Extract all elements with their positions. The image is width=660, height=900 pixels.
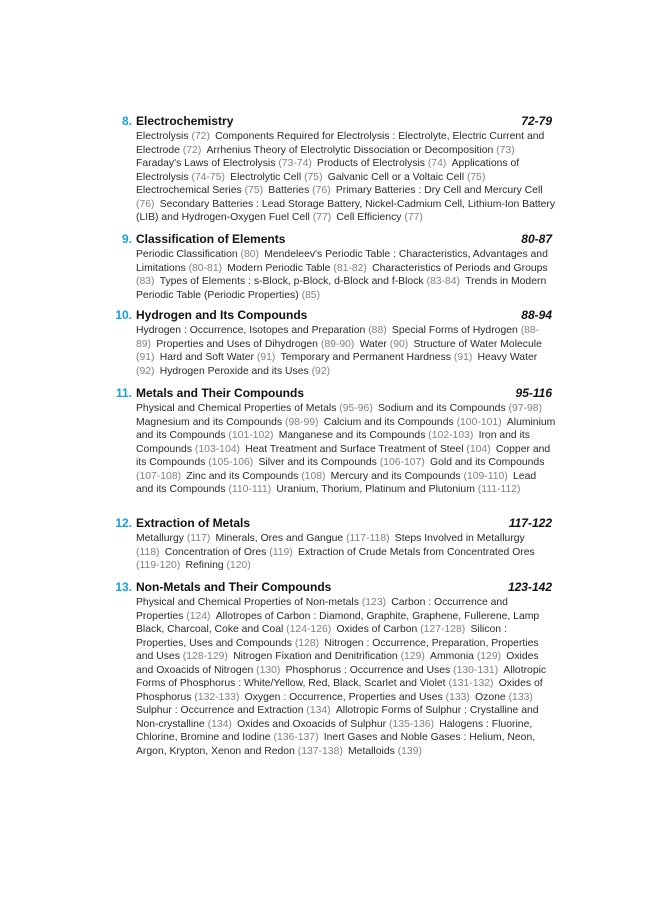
- topic-label: Nitrogen : Occurrence, Preparation, Properties and Uses: [136, 637, 539, 662]
- topic-label: Copper and its Compounds: [136, 443, 551, 468]
- topic-page-ref: (74): [427, 158, 447, 169]
- chapter-number: 10.: [115, 308, 132, 322]
- topic-page-ref: (104): [466, 443, 491, 455]
- topic-label: Applications of Electrolysis: [136, 158, 520, 183]
- chapter-header: [112, 516, 552, 532]
- topic-label: Hydrogen Peroxide and its Uses: [159, 365, 309, 377]
- toc-topic: [258, 457, 424, 468]
- topic-page-ref: (135-136): [388, 718, 435, 730]
- topic-label: Steps Involved in Metallurgy: [394, 533, 525, 544]
- topic-page-ref: (98-99): [285, 416, 319, 428]
- chapter-topics: [136, 324, 556, 378]
- topic-page-ref: (129): [400, 651, 425, 662]
- toc-topic: [475, 692, 533, 703]
- toc-topic: [165, 547, 293, 558]
- topic-label: Faraday's Laws of Electrolysis: [136, 158, 276, 169]
- topic-page-ref: (80): [240, 249, 260, 260]
- topic-page-ref: (77): [404, 212, 423, 223]
- topic-page-ref: (72): [191, 131, 210, 142]
- topic-page-ref: (117): [186, 533, 211, 544]
- topic-page-ref: (120): [226, 560, 251, 571]
- topic-label: Ammonia: [430, 651, 474, 662]
- topic-page-ref: (80-81): [188, 262, 223, 274]
- topic-label: Products of Electrolysis: [317, 158, 426, 169]
- topic-page-ref: (75): [304, 171, 323, 183]
- toc-topic: [136, 705, 331, 716]
- topic-label: Oxides and Oxoacids of Sulphur: [237, 718, 387, 730]
- topic-page-ref: (91): [256, 352, 276, 363]
- topic-page-ref: (77): [312, 212, 332, 223]
- topic-label: Heavy Water: [477, 352, 538, 363]
- toc-topic: [360, 339, 409, 350]
- toc-topic: [230, 172, 322, 183]
- topic-page-ref: (127-128): [420, 624, 466, 635]
- chapter-header: [112, 580, 552, 596]
- toc-topic: [216, 533, 390, 544]
- chapter-number: 11.: [115, 386, 132, 400]
- toc-topic: [378, 403, 542, 414]
- toc-topic: [245, 692, 470, 703]
- topic-label: Allotropic Forms of Sulphur : Crystalline and Non-crystalline: [136, 705, 539, 730]
- topic-page-ref: (139): [397, 745, 422, 757]
- toc-topic: [136, 403, 373, 414]
- topic-label: Concentration of Ores: [164, 546, 267, 558]
- topic-label: Iron and its Compounds: [136, 430, 530, 455]
- topic-page-ref: (88): [368, 325, 387, 336]
- topic-label: Special Forms of Hydrogen: [391, 325, 518, 336]
- topic-page-ref: (74-75): [191, 171, 225, 183]
- toc-topic: [324, 417, 502, 428]
- chapter-number: 8.: [121, 114, 132, 128]
- toc-topic: [279, 430, 474, 441]
- topic-page-ref: (75): [466, 171, 486, 183]
- toc-topic: [233, 651, 425, 662]
- chapter-header: [112, 232, 552, 248]
- toc-topic: [237, 719, 434, 730]
- topic-page-ref: (108): [301, 470, 326, 482]
- topic-page-ref: (91): [453, 352, 473, 363]
- toc-topic: [328, 172, 486, 183]
- topic-page-ref: (118): [136, 546, 160, 558]
- toc-topic: [430, 651, 501, 662]
- chapter-header: [112, 308, 552, 324]
- chapter-page-range: 72-79: [521, 114, 552, 128]
- topic-page-ref: (107-108): [136, 470, 182, 482]
- topic-page-ref: (137-138): [297, 745, 343, 757]
- topic-page-ref: (129): [476, 651, 502, 662]
- topic-label: Extraction of Crude Metals from Concentrated Ores: [297, 546, 535, 558]
- topic-label: Physical and Chemical Properties of Metals: [136, 403, 337, 414]
- toc-topic: [160, 276, 460, 287]
- chapter-number: 9.: [121, 232, 132, 246]
- topic-label: Components Required for Electrolysis : Electrolyte, Electric Current and Electrode: [136, 131, 545, 156]
- chapter-8: [112, 114, 556, 225]
- chapter-11: [112, 386, 556, 497]
- topic-label: Metalloids: [348, 745, 395, 757]
- topic-page-ref: (76): [136, 198, 155, 210]
- chapter-page-range: 123-142: [507, 580, 552, 594]
- topic-page-ref: (75): [244, 185, 264, 196]
- topic-label: Mercury and its Compounds: [330, 470, 461, 482]
- chapter-number: 12.: [115, 516, 132, 530]
- topic-page-ref: (85): [301, 289, 321, 301]
- chapter-page-range: 88-94: [521, 308, 552, 322]
- topic-label: Hydrogen : Occurrence, Isotopes and Preparation: [136, 325, 366, 336]
- topic-page-ref: (119): [269, 546, 293, 558]
- toc-topic: [136, 158, 312, 169]
- toc-topic: [156, 339, 354, 350]
- toc-topic: [348, 746, 422, 757]
- topic-page-ref: (103-104): [194, 443, 240, 455]
- chapter-header: [112, 386, 552, 402]
- chapter-10: [112, 308, 552, 378]
- topic-label: Modern Periodic Table: [227, 262, 331, 274]
- chapter-page-range: 95-116: [515, 386, 552, 400]
- chapter-title: Metals and Their Compounds: [136, 386, 305, 400]
- topic-page-ref: (97-98): [508, 403, 543, 414]
- topic-page-ref: (105-106): [208, 457, 254, 468]
- topic-label: Arrhenius Theory of Electrolytic Dissociation or Decomposition: [206, 144, 494, 156]
- chapter-title: Electrochemistry: [136, 114, 234, 128]
- topic-page-ref: (133): [508, 691, 533, 703]
- topic-page-ref: (131-132): [448, 678, 494, 689]
- topic-page-ref: (117-118): [346, 533, 390, 544]
- toc-topic: [336, 212, 422, 223]
- topic-label: Electrochemical Series: [136, 185, 242, 196]
- toc-topic: [136, 597, 386, 608]
- toc-topic: [136, 325, 387, 336]
- topic-page-ref: (130-131): [453, 664, 499, 676]
- topic-label: Oxides of Phosphorus: [136, 678, 543, 703]
- topic-label: Hard and Soft Water: [159, 352, 255, 363]
- topic-label: Cell Efficiency: [336, 212, 402, 223]
- toc-topic: [331, 471, 508, 482]
- topic-page-ref: (83-84): [426, 276, 460, 287]
- topic-page-ref: (101-102): [228, 430, 274, 441]
- topic-page-ref: (124-126): [286, 624, 332, 635]
- topic-page-ref: (134): [306, 705, 331, 716]
- topic-label: Properties and Uses of Dihydrogen: [156, 338, 318, 350]
- toc-topic: [268, 185, 330, 196]
- topic-label: Lead and its Compounds: [136, 470, 537, 495]
- topic-page-ref: (130): [256, 664, 281, 676]
- topic-label: Uranium, Thorium, Platinum and Plutonium: [276, 484, 475, 495]
- topic-page-ref: (110-111): [228, 484, 272, 495]
- topic-label: Types of Elements : s-Block, p-Block, d-Block and f-Block: [159, 276, 424, 287]
- topic-label: Electrolytic Cell: [230, 171, 302, 183]
- toc-topic: [317, 158, 446, 169]
- chapter-number: 13.: [115, 580, 132, 594]
- topic-page-ref: (109-110): [463, 470, 508, 482]
- topic-label: Carbon : Occurrence and Properties: [136, 597, 508, 622]
- topic-label: Structure of Water Molecule: [413, 338, 542, 350]
- topic-page-ref: (90): [389, 338, 409, 350]
- topic-page-ref: (111-112): [477, 484, 521, 495]
- toc-topic: [136, 131, 210, 142]
- toc-topic: [281, 352, 473, 363]
- topic-label: Oxygen : Occurrence, Properties and Uses: [244, 691, 443, 703]
- topic-label: Magnesium and its Compounds: [136, 416, 283, 428]
- topic-label: Water: [359, 338, 387, 350]
- topic-page-ref: (132-133): [194, 691, 240, 703]
- topic-label: Manganese and its Compounds: [278, 430, 426, 441]
- toc-topic: [136, 185, 263, 196]
- topic-page-ref: (92): [136, 365, 155, 377]
- chapter-topics: [136, 248, 556, 302]
- topic-label: Trends in Modern Periodic Table (Periodic Properties): [136, 276, 547, 301]
- toc-topic: [136, 417, 319, 428]
- topic-label: Oxides of Carbon: [336, 624, 418, 635]
- topic-label: Inert Gases and Noble Gases : Helium, Neon, Argon, Krypton, Xenon and Redon: [136, 732, 536, 757]
- topic-page-ref: (73): [496, 144, 515, 156]
- topic-label: Calcium and its Compounds: [323, 416, 454, 428]
- chapter-page-range: 80-87: [521, 232, 552, 246]
- topic-label: Silver and its Compounds: [258, 457, 377, 468]
- topic-label: Batteries: [268, 185, 310, 196]
- topic-page-ref: (91): [136, 352, 155, 363]
- topic-label: Silicon : Properties, Uses and Compounds: [136, 624, 507, 649]
- topic-page-ref: (81-82): [333, 262, 367, 274]
- topic-label: Zinc and its Compounds: [186, 470, 299, 482]
- topic-page-ref: (73-74): [278, 158, 312, 169]
- chapter-title: Hydrogen and Its Compounds: [136, 308, 308, 322]
- toc-topic: [206, 145, 514, 156]
- chapter-title: Non-Metals and Their Compounds: [136, 580, 332, 594]
- topic-label: Sodium and its Compounds: [378, 403, 506, 414]
- topic-label: Allotropic Forms of Phosphorus : White/Yellow, Red, Black, Scarlet and Violet: [136, 664, 547, 689]
- chapter-topics: [136, 130, 556, 225]
- topic-page-ref: (83): [136, 276, 155, 287]
- topic-label: Secondary Batteries : Lead Storage Battery, Nickel-Cadmium Cell, Lithium-Ion Battery (LIB) and Hydrogen-Oxygen Fuel Cell: [136, 198, 556, 223]
- topic-label: Minerals, Ores and Gangue: [215, 533, 344, 544]
- topic-label: Halogens : Fluorine, Chlorine, Bromine and Iodine: [136, 718, 533, 743]
- chapter-title: Extraction of Metals: [136, 516, 251, 530]
- chapter-topics: [136, 596, 556, 758]
- topic-page-ref: (102-103): [428, 430, 474, 441]
- topic-label: Periodic Classification: [136, 249, 238, 260]
- toc-topic: [276, 484, 520, 495]
- toc-topic: [160, 352, 276, 363]
- toc-topic: [227, 263, 367, 274]
- chapter-topics: [136, 402, 556, 497]
- chapter-topics: [136, 532, 556, 573]
- chapter-title: Classification of Elements: [136, 232, 286, 246]
- topic-page-ref: (106-107): [379, 457, 425, 468]
- topic-label: Temporary and Permanent Hardness: [280, 352, 451, 363]
- topic-page-ref: (100-101): [456, 416, 502, 428]
- topic-page-ref: (136-137): [273, 732, 319, 743]
- chapter-page-range: 117-122: [508, 516, 552, 530]
- topic-label: Nitrogen Fixation and Denitrification: [233, 651, 398, 662]
- topic-page-ref: (88-89): [136, 325, 540, 350]
- toc-topic: [186, 471, 325, 482]
- topic-page-ref: (123): [361, 597, 387, 608]
- topic-label: Heat Treatment and Surface Treatment of Steel: [245, 443, 464, 455]
- topic-page-ref: (124): [186, 610, 211, 622]
- topic-label: Characteristics of Periods and Groups: [372, 262, 548, 274]
- toc-topic: [160, 366, 330, 377]
- topic-label: Mendeleev's Periodic Table : Characteristics, Advantages and Limitations: [136, 249, 548, 274]
- toc-topic: [136, 249, 259, 260]
- topic-label: Oxides and Oxoacids of Nitrogen: [136, 651, 539, 676]
- chapter-13: [112, 580, 552, 758]
- topic-page-ref: (128): [294, 637, 320, 649]
- topic-label: Galvanic Cell or a Voltaic Cell: [327, 171, 465, 183]
- topic-page-ref: (89-90): [320, 338, 355, 350]
- topic-page-ref: (119-120): [136, 560, 181, 571]
- topic-page-ref: (92): [311, 365, 331, 377]
- topic-page-ref: (72): [182, 144, 202, 156]
- topic-page-ref: (95-96): [339, 403, 373, 414]
- topic-page-ref: (128-129): [182, 651, 228, 662]
- topic-page-ref: (134): [207, 718, 232, 730]
- toc-topic: [286, 665, 499, 676]
- toc-topic: [336, 624, 465, 635]
- topic-label: Metallurgy: [136, 533, 184, 544]
- chapter-12: [112, 516, 552, 573]
- topic-label: Gold and its Compounds: [430, 457, 545, 468]
- topic-label: Ozone: [475, 691, 506, 703]
- topic-page-ref: (133): [445, 691, 470, 703]
- topic-label: Sulphur : Occurrence and Extraction: [136, 705, 304, 716]
- toc-topic: [136, 533, 210, 544]
- topic-label: Aluminium and its Compounds: [136, 416, 556, 441]
- topic-label: Primary Batteries : Dry Cell and Mercury Cell: [335, 185, 543, 196]
- topic-label: Refining: [185, 560, 224, 571]
- topic-label: Phosphorus : Occurrence and Uses: [285, 664, 451, 676]
- chapter-9: [112, 232, 552, 302]
- toc-topic: [245, 444, 490, 455]
- chapter-header: [112, 114, 552, 130]
- topic-page-ref: (76): [312, 185, 331, 196]
- topic-label: Electrolysis: [136, 131, 189, 142]
- topic-label: Physical and Chemical Properties of Non-metals: [136, 597, 359, 608]
- topic-label: Allotropes of Carbon : Diamond, Graphite, Graphene, Fullerene, Lamp Black, Charcoal, Coke and Coal: [136, 610, 540, 635]
- toc-topic: [186, 560, 251, 571]
